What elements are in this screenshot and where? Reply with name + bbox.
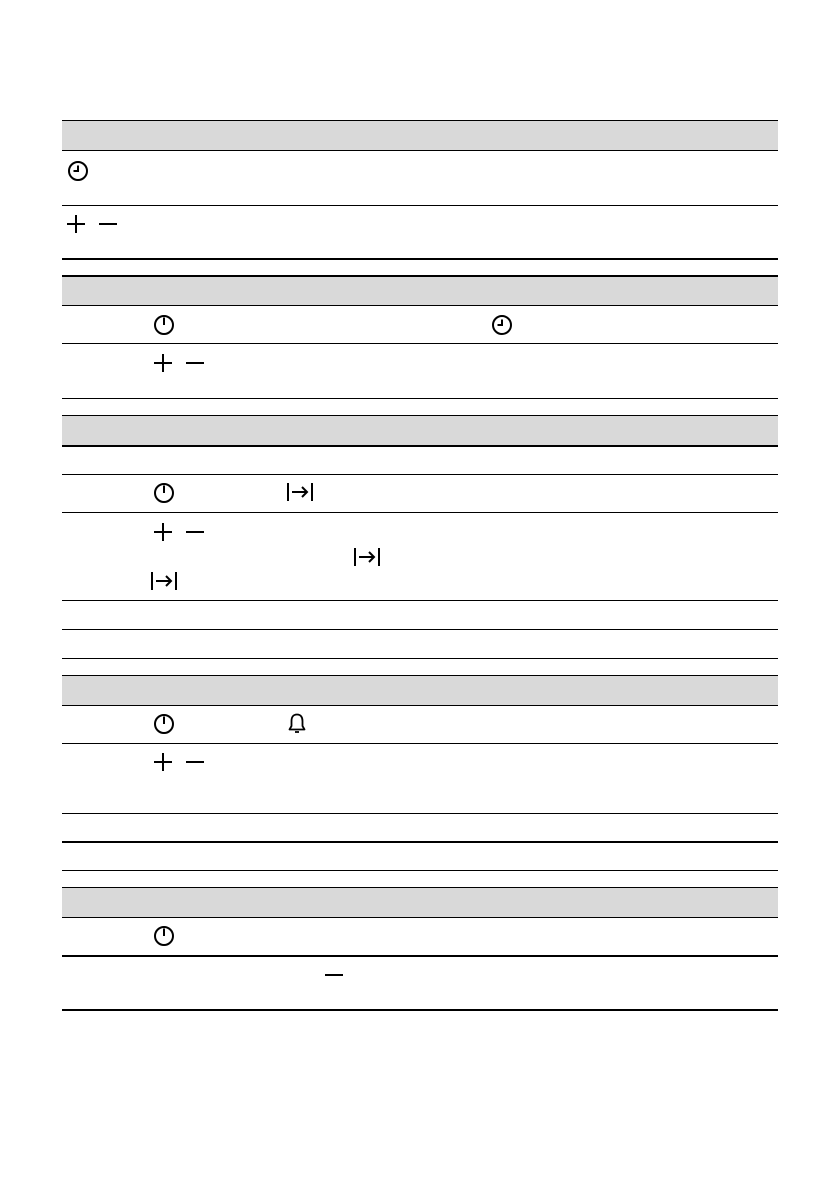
minus-icon	[98, 214, 118, 234]
end-arrow-icon	[286, 481, 314, 503]
table-header	[62, 120, 778, 150]
divider	[62, 474, 778, 475]
divider	[62, 705, 778, 706]
divider	[62, 415, 778, 416]
divider	[62, 600, 778, 601]
plus-icon	[66, 214, 86, 234]
plus-icon	[153, 752, 173, 772]
plus-icon	[153, 522, 173, 542]
divider	[62, 813, 778, 814]
section-header	[62, 888, 778, 917]
minus-icon	[185, 353, 205, 373]
timer-icon	[152, 313, 176, 337]
divider	[62, 512, 778, 513]
minus-icon	[185, 522, 205, 542]
timer-icon	[152, 924, 176, 948]
manual-page	[62, 0, 778, 1191]
divider	[62, 955, 778, 957]
bell-icon	[287, 712, 307, 736]
divider	[62, 658, 778, 659]
divider	[62, 841, 778, 843]
clock-icon	[66, 159, 90, 183]
plus-icon	[153, 353, 173, 373]
divider	[62, 398, 778, 399]
divider	[62, 275, 778, 277]
divider	[62, 629, 778, 630]
timer-icon	[152, 712, 176, 736]
section-header	[62, 676, 778, 705]
section-header	[62, 276, 778, 305]
end-arrow-icon	[353, 546, 381, 568]
divider	[62, 445, 778, 447]
divider	[62, 870, 778, 871]
minus-icon	[324, 965, 344, 985]
section-header	[62, 416, 778, 445]
timer-icon	[152, 481, 176, 505]
divider	[62, 675, 778, 676]
divider	[62, 743, 778, 744]
divider	[62, 1009, 778, 1011]
divider	[62, 305, 778, 306]
divider	[62, 120, 778, 121]
divider	[62, 150, 778, 151]
divider	[62, 887, 778, 888]
divider	[62, 917, 778, 918]
clock-icon	[490, 313, 514, 337]
divider	[62, 343, 778, 344]
minus-icon	[185, 752, 205, 772]
divider	[62, 205, 778, 206]
divider	[62, 258, 778, 260]
end-arrow-icon	[150, 570, 178, 592]
